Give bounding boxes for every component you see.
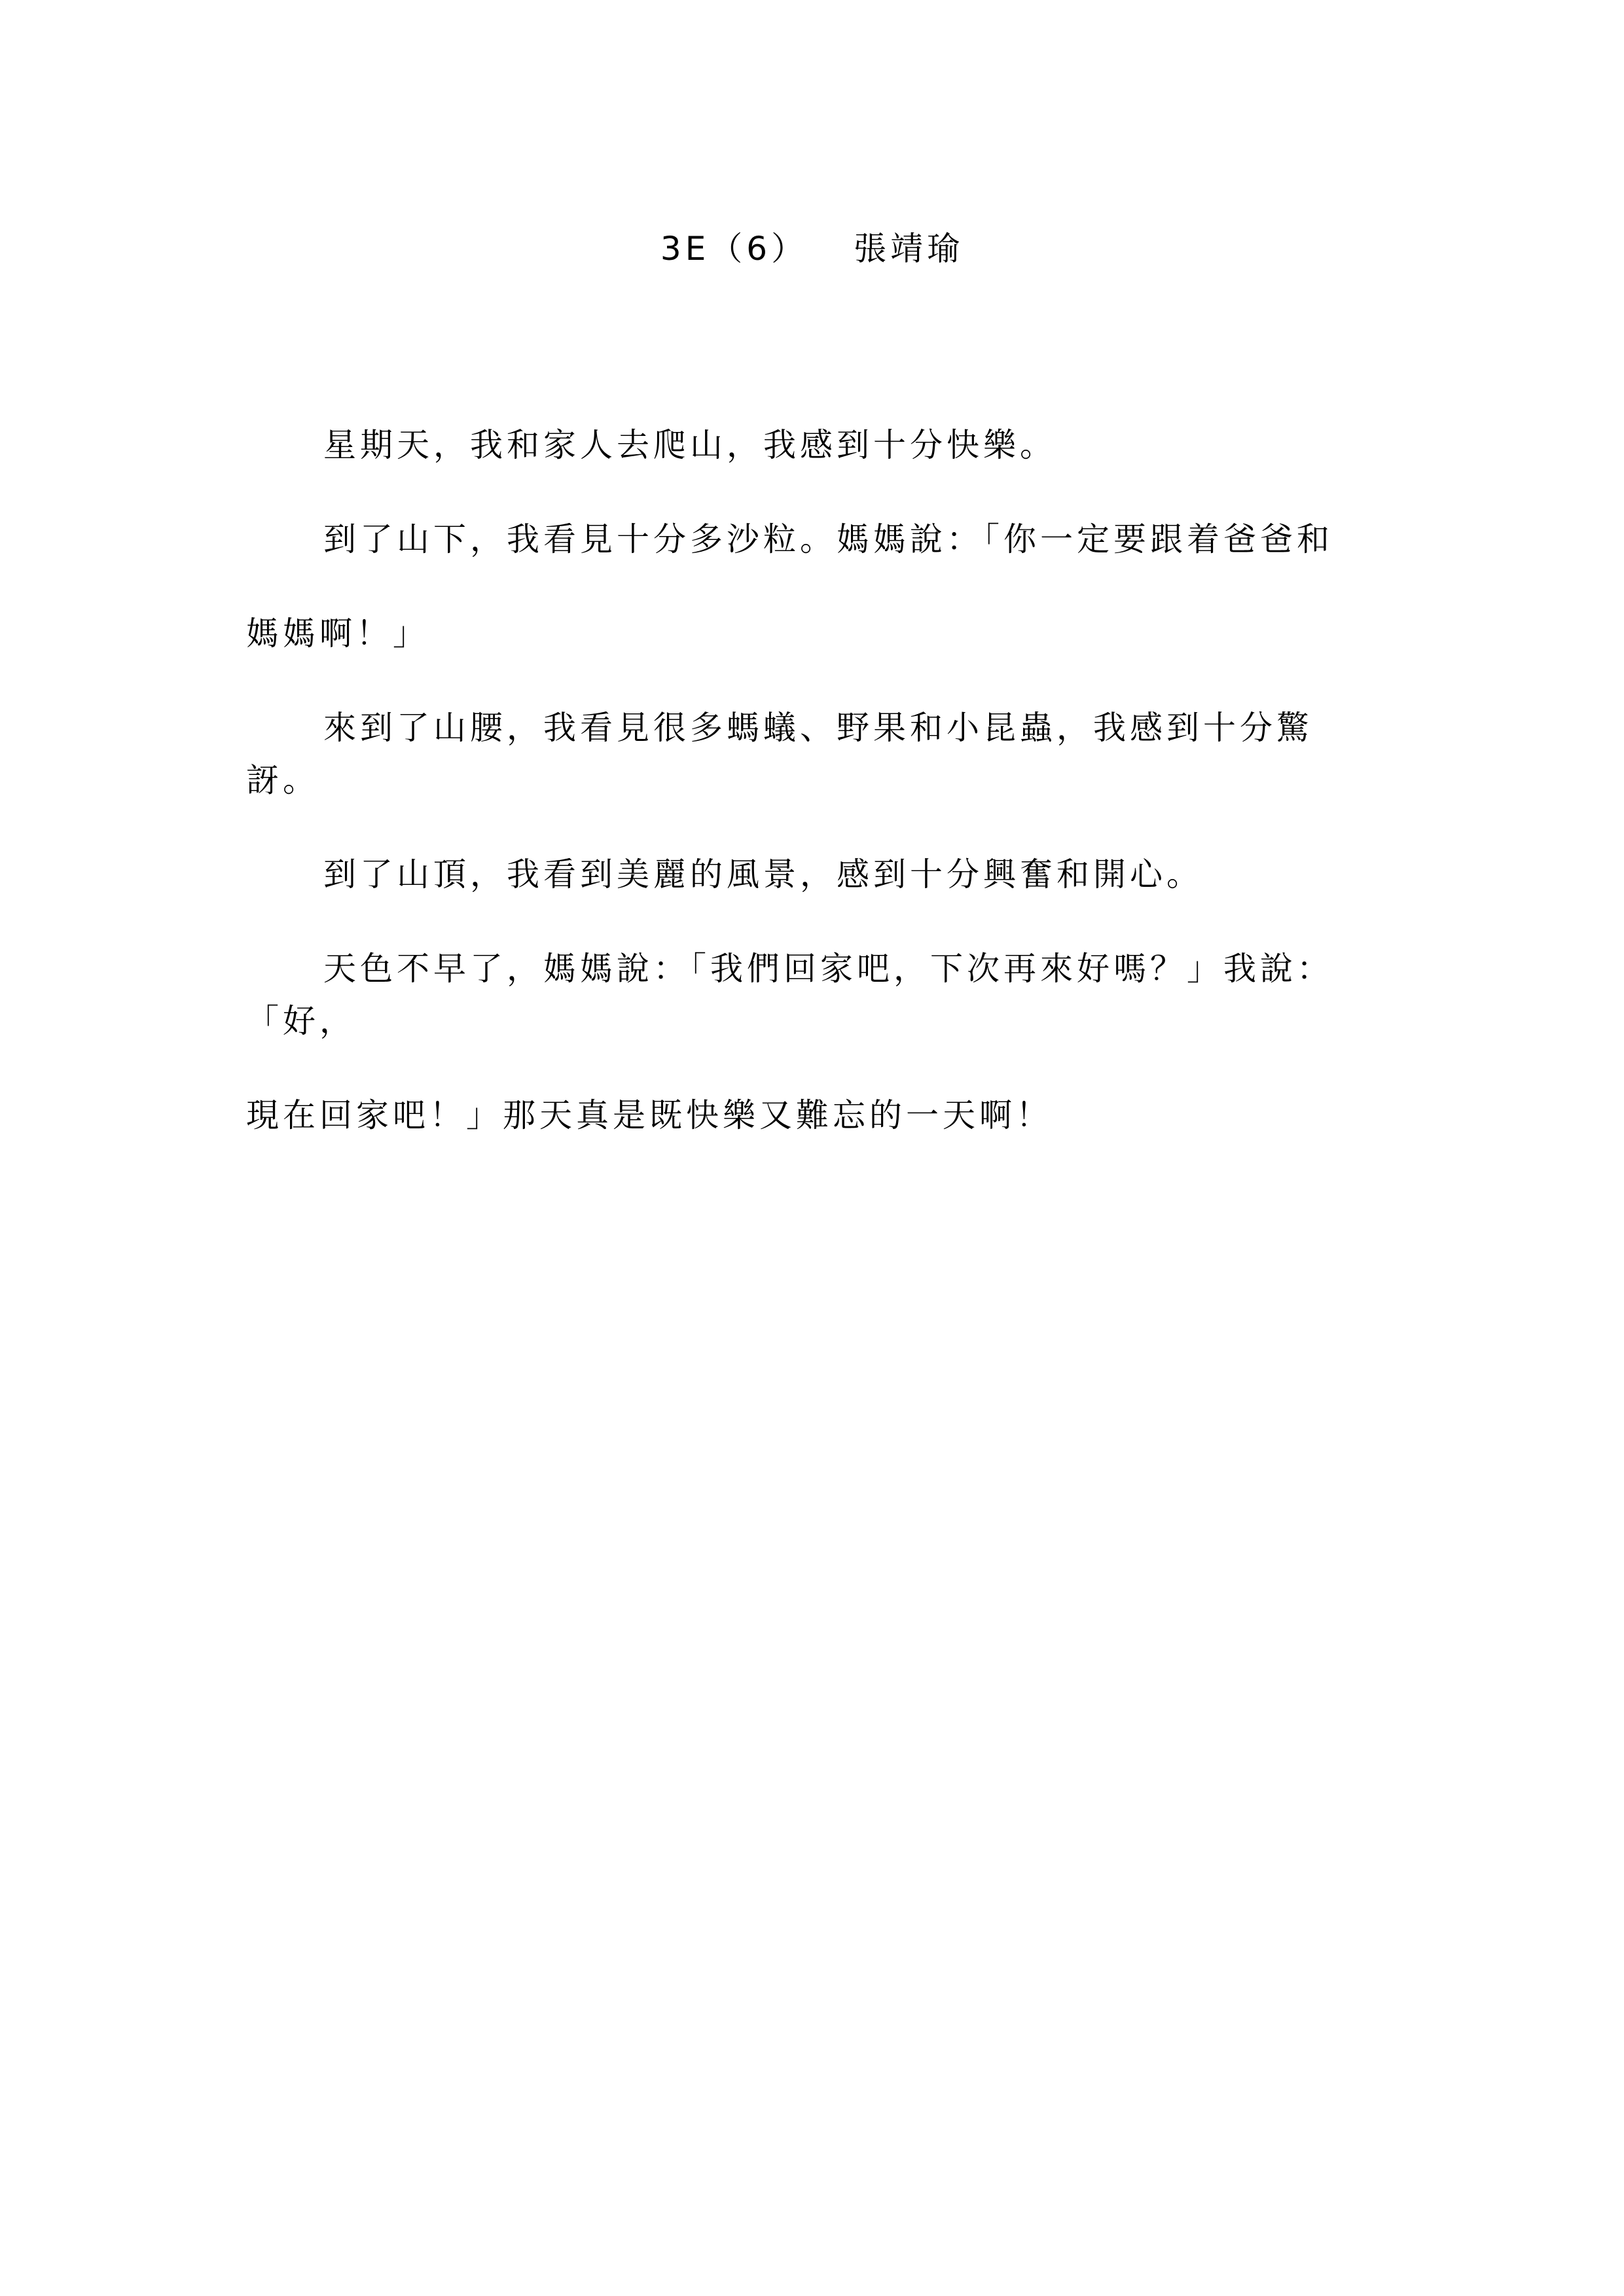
class-label: 3E（6） <box>660 230 808 268</box>
essay-paragraph-2-line-2: 媽媽啊！」 <box>246 615 429 653</box>
essay-paragraph-2 <box>246 513 1385 660</box>
essay-paragraph-4: 到了山頂，我看到美麗的風景，感到十分興奮和開心。 <box>323 855 1203 893</box>
essay-body <box>246 419 1385 1183</box>
essay-paragraph-5-line-2: 現在回家吧！」那天真是既快樂又難忘的一天啊！ <box>246 1096 1053 1134</box>
essay-paragraph-1: 星期天，我和家人去爬山，我感到十分快樂。 <box>323 426 1056 464</box>
student-name: 張靖瑜 <box>854 230 964 268</box>
essay-paragraph-5-line-1: 天色不早了，媽媽說：「我們回家吧，下次再來好嗎？」我說：「好， <box>246 950 1333 1040</box>
essay-paragraph-2-line-2-wrap <box>246 607 1385 660</box>
essay-paragraph-2-line-1: 到了山下，我看見十分多沙粒。媽媽說：「你一定要跟着爸爸和 <box>323 520 1333 558</box>
document-header <box>0 223 1624 275</box>
essay-paragraph-3: 來到了山腰，我看見很多螞蟻、野果和小昆蟲，我感到十分驚訝。 <box>246 709 1313 799</box>
essay-paragraph-5-line-2-wrap <box>246 1089 1385 1141</box>
essay-paragraph-5 <box>246 942 1385 1141</box>
